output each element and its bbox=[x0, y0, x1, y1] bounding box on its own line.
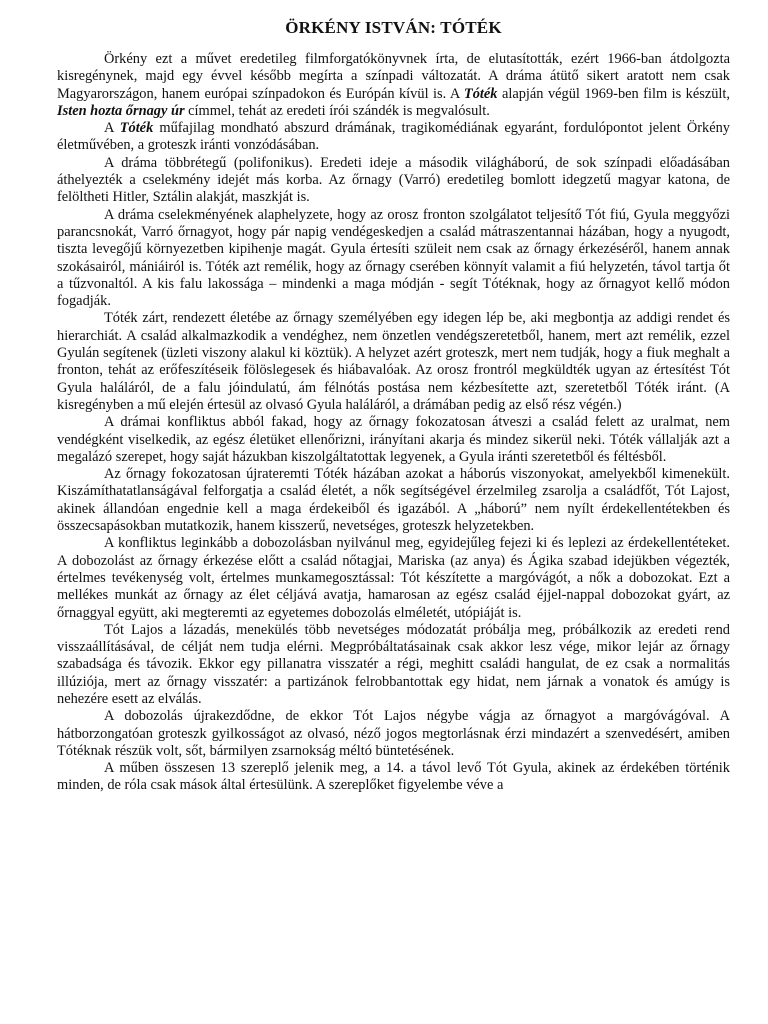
document-body bbox=[57, 51, 730, 795]
paragraph-text: alapján végül 1969-ben film is készült, bbox=[497, 85, 731, 102]
paragraph-text: A dobozolás újrakezdődne, de ekkor Tót Lajos négybe vágja az őrnagyot a margóvágóval. A hátborzongatóan groteszk gyilkosságot az olvasó, néző jogos megtorlásnak érzi mindazért a szenvedésért, amiben Tótéknak részük volt, sőt, bármilyen zsarnokság méltó büntetésének. bbox=[57, 708, 730, 759]
paragraph bbox=[57, 466, 730, 535]
paragraph-text: Tóték zárt, rendezett életébe az őrnagy személyében egy idegen lép be, aki megbontja az addigi rendet és hierarchiát. A család alkalmazkodik a vendéghez, nem önzetlen vendégszeretetből, hanem, mert azt remélik, ezzel Gyulán segítenek (üzleti viszony alakul ki köztük). A helyzet azért groteszk, mert nem tudják, hogy a fiuk meghalt a fronton, tehát az erőfeszítéseik fölöslegesek és hiábavalóak. Az orosz frontról megküldték ugyan az értesítést Tót Gyula haláláról, de a falu jóindulatú, ám félnótás postása nem kézbesítette azt, szeretetből Tóték iránt. (A kisregényben a mű elején értesül az olvasó Gyula haláláról, a drámában pedig az első rész végén.) bbox=[57, 310, 730, 413]
paragraph bbox=[57, 708, 730, 760]
paragraph-text: műfajilag mondható abszurd drámának, tragikomédiának egyaránt, fordulópontot jelent Örkény életművében, a groteszk iránti vonzódásában. bbox=[57, 120, 731, 154]
paragraph-text: A műben összesen 13 szereplő jelenik meg, a 14. a távol levő Tót Gyula, akinek az érdekében történik minden, de róla csak mások által értesülünk. A szereplőket figyelembe véve a bbox=[57, 760, 730, 794]
paragraph-text: Tót Lajos a lázadás, menekülés több nevetséges módozatát próbálja meg, próbálkozik az eredeti rend visszaállításával, de célját nem tudja elérni. Megpróbáltatásainak csak akkor lesz vége, mikor lejár az őrnagy szabadsága és távozik. Ekkor egy pillanatra visszatér a régi, meghitt családi hangulat, de ez csak a normalitás illúziója, mert az őrnagy visszatér: a partizánok felrobbantottak egy hidat, nem járnak a vonatok és amúgy is nehezére esett az elválás. bbox=[57, 621, 730, 707]
paragraph bbox=[57, 207, 730, 311]
paragraph-text: A dráma többrétegű (polifonikus). Eredeti ideje a második világháború, de sok színpadi előadásában áthelyezték a cselekmény idejét más korba. Az őrnagy (Varró) eredetileg bomlott idegzetű magyar katona, de felöltheti Hitler, Sztálin alakját, maszkját is. bbox=[57, 154, 730, 206]
paragraph bbox=[57, 51, 730, 120]
paragraph bbox=[57, 535, 730, 621]
paragraph bbox=[57, 760, 730, 795]
paragraph bbox=[57, 120, 730, 155]
paragraph-text: A konfliktus leginkább a dobozolásban nyilvánul meg, egyidejűleg fejezi ki és leplezi az érdekellentéteket. A dobozolást az őrnagy érkezése előtt a család nőtagjai, Mariska (az anya) és Ágika szabad idejükben végezték, értelmes tevékenység volt, értelmes munkamegosztással: Tót készítette a margóvágót, a nők a dobozokat. Ezt a mellékes munkát az őrnagy az élet céljává avatja, hamarosan az egész család éjjel-nappal dobozokat gyárt, az őrnaggyal együtt, aki megteremti az egyetemes dobozolás elméletét, utópiáját is. bbox=[57, 535, 730, 621]
paragraph-text: Az őrnagy fokozatosan újrateremti Tóték házában azokat a háborús viszonyokat, amelyekből kimenekült. Kiszámíthatatlanságával felforgatja a család életét, a nők segítségével érzelmileg zsarolja a családfőt, Tót Lajost, akinek állandóan engednie kell a maga érdekeiből és igazából. A „háború” nem nyílt érdekellentétekben és összecsapásokban mutatkozik, hanem kisszerű, nevetséges, groteszk helyzetekben. bbox=[57, 466, 730, 535]
paragraph-text: címmel, tehát az eredeti írói szándék is megvalósult. bbox=[184, 102, 490, 119]
paragraph bbox=[57, 155, 730, 207]
paragraph-text: A bbox=[104, 120, 120, 137]
paragraph bbox=[57, 622, 730, 708]
emphasized-title-text: Isten hozta őrnagy úr bbox=[57, 102, 185, 119]
emphasized-title-text: Tóték bbox=[119, 120, 154, 137]
document-title: ÖRKÉNY ISTVÁN: TÓTÉK bbox=[285, 18, 502, 37]
paragraph bbox=[57, 310, 730, 414]
paragraph-text: A drámai konfliktus abból fakad, hogy az őrnagy fokozatosan átveszi a család felett az uralmat, nem vendégként viselkedik, az egész életüket ellenőrizni, irányítani akarja és mindez sikerül neki. Tóték vállalják azt a megalázó szerepet, hogy saját házukban kiszolgáltatottak legyenek, a Gyula iránti szeretetből és féltésből. bbox=[57, 414, 730, 465]
paragraph-text: Örkény ezt a művet eredetileg filmforgatókönyvnek írta, de elutasították, ezért 1966-ban átdolgozta kisregénynek, majd egy évvel később megírta a színpadi változatát. A dráma átütő sikert aratott nem csak Magyarországon, hanem európai színpadokon és Európán kívül is. A bbox=[57, 51, 730, 102]
paragraph bbox=[57, 414, 730, 466]
paragraph-text: A dráma cselekményének alaphelyzete, hogy az orosz fronton szolgálatot teljesítő Tót fiú, Gyula meggyőzi parancsnokát, Varró őrnagyot, hogy pár napig vendégeskedjen a család mátraszentannai házában, hogy a nyugodt, tiszta levegőjű környezetben kipihenje magát. Gyula értesíti szüleit nem csak az őrnagy érkezéséről, hanem annak szokásairól, mániáiról is. Tóték azt remélik, hogy az őrnagy cserében könnyít valamit a fiú helyzetén, távol tartja őt a tűzvonaltól. A kis falu lakossága – mindenki a maga módján - segít Tótéknak, hogy az őrnagyot kellő módon fogadják. bbox=[57, 206, 730, 310]
emphasized-title-text: Tóték bbox=[463, 85, 498, 102]
